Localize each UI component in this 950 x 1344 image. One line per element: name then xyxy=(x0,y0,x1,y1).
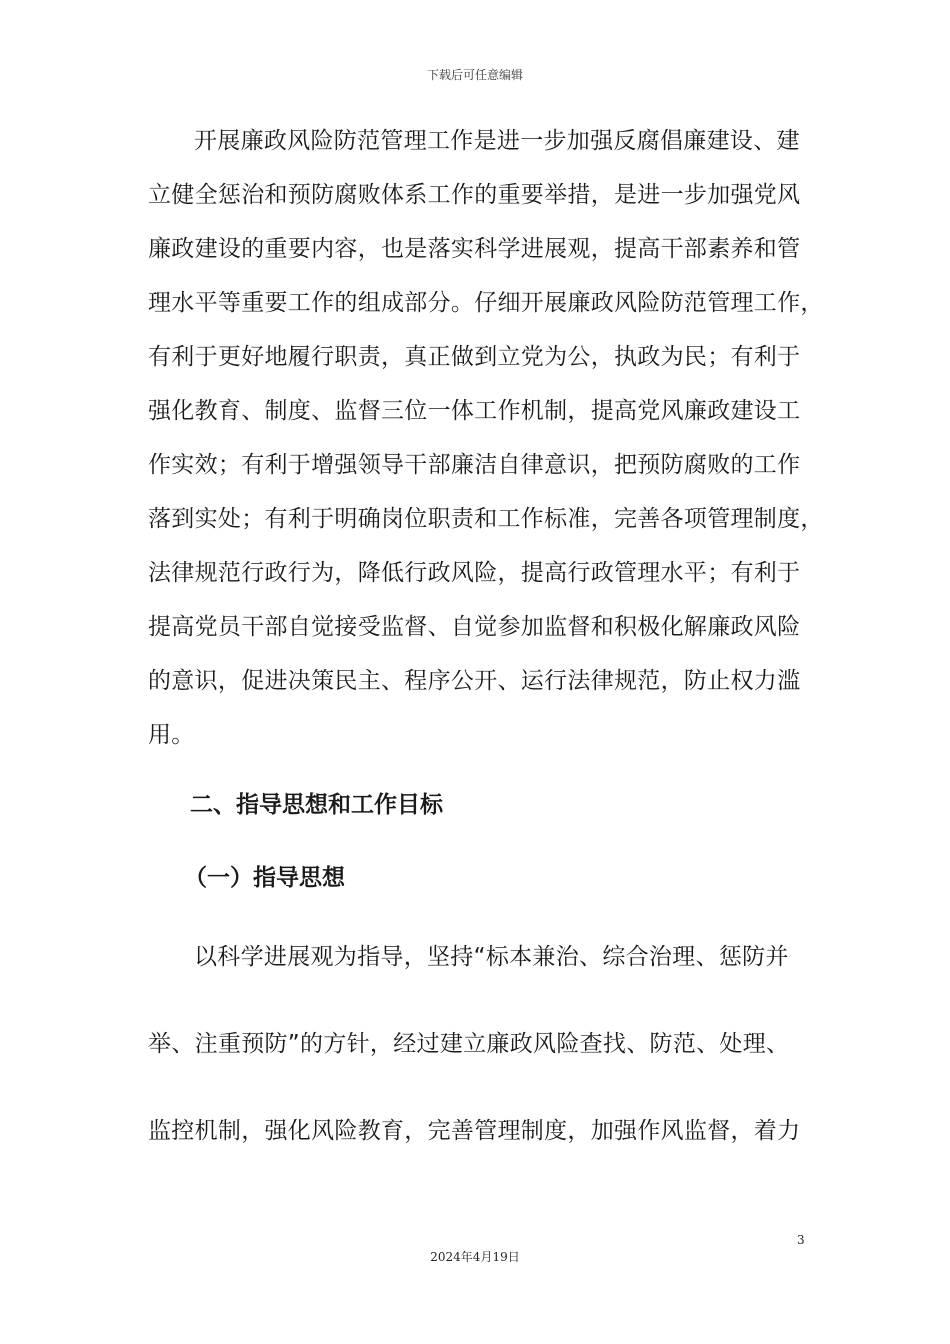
body-paragraph-2 xyxy=(148,914,808,1175)
footer-date: 2024年4月19日 xyxy=(430,1250,520,1264)
paragraph-line: 以科学进展观为指导，坚持“标本兼治、综合治理、惩防并 xyxy=(194,944,789,970)
paragraph-line: 落到实处；有利于明确岗位职责和工作标准，完善各项管理制度， xyxy=(148,506,824,532)
paragraph-line: 举、注重预防”的方针，经过建立廉政风险查找、防范、处理、 xyxy=(148,1031,790,1057)
paragraph-line: 作实效；有利于增强领导干部廉洁自律意识，把预防腐败的工作 xyxy=(148,452,801,478)
paragraph-line: 用。 xyxy=(148,722,195,748)
body-paragraph-1 xyxy=(148,114,824,762)
paragraph-line: 法律规范行政行为，降低行政风险，提高行政管理水平；有利于 xyxy=(148,560,801,586)
paragraph-line: 强化教育、制度、监督三位一体工作机制，提高党风廉政建设工 xyxy=(148,398,801,424)
subsection-heading: （一）指导思想 xyxy=(184,865,345,891)
header-note: 下载后可任意编辑 xyxy=(426,68,523,82)
paragraph-line: 的意识，促进决策民主、程序公开、运行法律规范，防止权力滥 xyxy=(148,668,801,694)
paragraph-line: 有利于更好地履行职责，真正做到立党为公，执政为民；有利于 xyxy=(148,344,801,370)
paragraph-line: 监控机制，强化风险教育，完善管理制度，加强作风监督，着力 xyxy=(148,1118,801,1144)
paragraph-line: 提高党员干部自觉接受监督、自觉参加监督和积极化解廉政风险 xyxy=(148,614,801,640)
paragraph-line: 立健全惩治和预防腐败体系工作的重要举措，是进一步加强党风 xyxy=(148,182,801,208)
paragraph-line: 开展廉政风险防范管理工作是进一步加强反腐倡廉建设、建 xyxy=(194,128,800,154)
paragraph-line: 廉政建设的重要内容，也是落实科学进展观，提高干部素养和管 xyxy=(148,236,801,262)
paragraph-line: 理水平等重要工作的组成部分。仔细开展廉政风险防范管理工作， xyxy=(148,290,824,316)
page-number: 3 xyxy=(797,1233,805,1247)
section-heading: 二、指导思想和工作目标 xyxy=(190,792,443,818)
